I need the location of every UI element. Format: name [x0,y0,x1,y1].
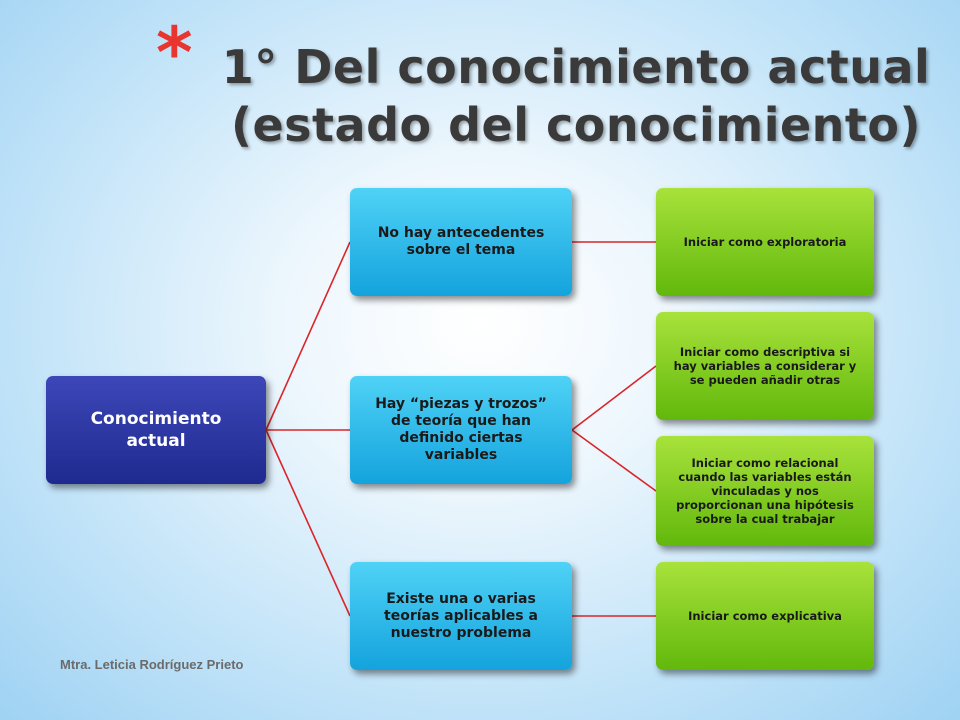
leaf-node-line: Iniciar como explicativa [688,609,842,623]
leaf-node-explicativa [656,562,874,670]
branch-node-line: de teoría que han [391,413,531,429]
branch-node-line: definido ciertas [399,430,523,446]
leaf-node-descriptiva [656,312,874,420]
branch-node-line: Hay “piezas y trozos” [375,396,547,412]
branch-node-line: teorías aplicables a [384,607,538,624]
branch-node-line: Existe una o varias [386,590,536,607]
connector-branch-2-leaf-3 [572,430,656,491]
leaf-node-line: cuando las variables están [678,470,852,484]
title-line-2: (estado del conocimiento) [230,98,922,152]
branch-node-piezas-y-trozos [350,376,572,484]
footer-author: Mtra. Leticia Rodríguez Prieto [60,657,244,672]
root-node-line: actual [126,431,186,451]
leaf-node-line: hay variables a considerar y [673,359,857,373]
branch-node-line: variables [424,447,498,463]
leaf-node-line: proporcionan una hipótesis [676,498,854,512]
title-line-1: 1° Del conocimiento actual [221,40,931,94]
root-node-line: Conocimiento [90,409,222,429]
connector-root-branch-1 [266,242,350,430]
branch-node-line: No hay antecedentes [377,225,545,241]
leaf-node-line: se pueden añadir otras [689,373,841,387]
branch-node-teorias-aplicables [350,562,572,670]
leaf-node-line: sobre la cual trabajar [695,512,835,526]
leaf-node-exploratoria [656,188,874,296]
connector-root-branch-3 [266,430,350,616]
leaf-node-line: vinculadas y nos [711,484,819,498]
branch-node-line: nuestro problema [390,624,532,641]
leaf-node-line: Iniciar como exploratoria [683,235,847,249]
title-star-icon: * [156,12,193,94]
branch-node-line: sobre el tema [406,242,516,258]
leaf-node-relacional [656,436,874,546]
branch-node-no-antecedentes [350,188,572,296]
root-node-conocimiento-actual [46,376,266,484]
connector-branch-2-leaf-2 [572,366,656,430]
leaf-node-line: Iniciar como descriptiva si [679,345,851,359]
leaf-node-line: Iniciar como relacional [691,456,839,470]
